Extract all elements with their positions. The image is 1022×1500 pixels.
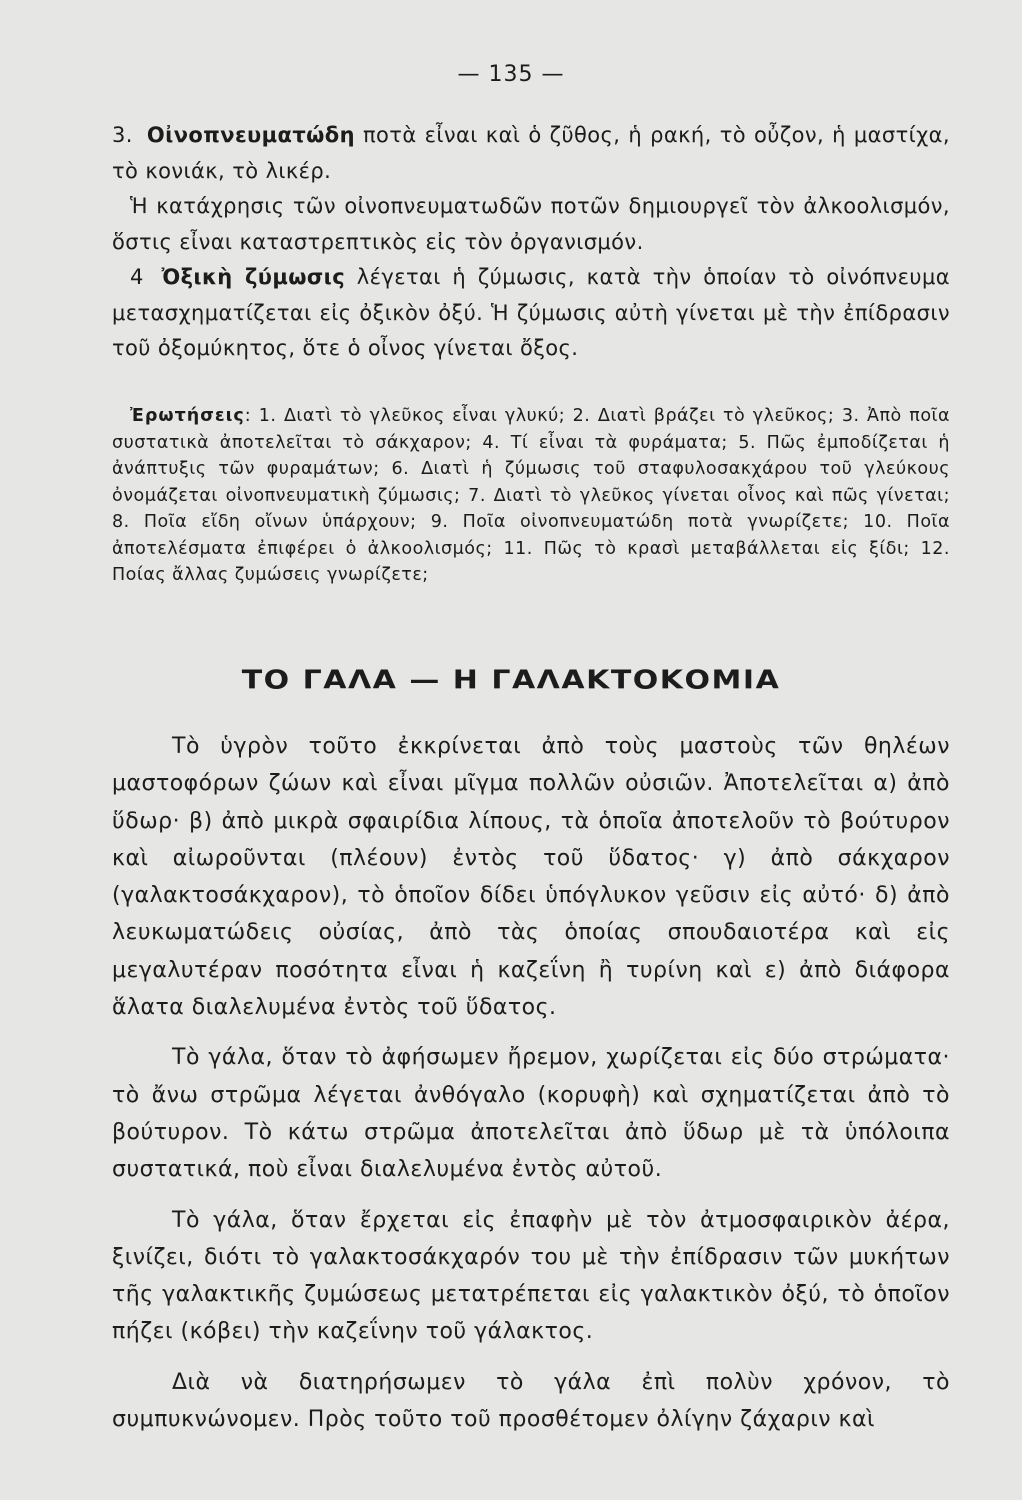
paragraph: Διὰ νὰ διατηρήσωμεν τὸ γάλα ἐπὶ πολὺν χρόνον, τὸ συμπυκνώνομεν. Πρὸς τοῦτο τοῦ προσθέτομεν ὀλίγην ζάχαριν καὶ <box>112 1369 950 1433</box>
item-text: ποτὰ εἶναι καὶ ὁ ζῦθος, ἡ ρακή, τὸ οὖζον, ἡ μαστίχα, τὸ κονιάκ, τὸ λικέρ. <box>112 123 951 183</box>
item-4 <box>112 260 950 367</box>
item-term: Οἰνοπνευματώδη <box>146 123 355 147</box>
milk-section <box>112 728 950 1438</box>
item-text: Ἡ κατάχρησις τῶν οἰνοπνευματωδῶν ποτῶν δημιουργεῖ τὸν ἀλκοολισμόν, ὅστις εἶναι καταστρεπτικὸς εἰς τὸν ὀργανισμόν. <box>112 194 950 254</box>
section-title: ΤΟ ΓΑΛΑ — Η ΓΑΛΑΚΤΟΚΟΜΙΑ <box>241 665 781 696</box>
item-text: λέγεται ἡ ζύμωσις, κατὰ τὴν ὁποίαν τὸ οἰνόπνευμα μετασχηματίζεται εἰς ὀξικὸν ὀξύ. Ἡ ζύμωσις αὐτὴ γίνεται μὲ τὴν ἐπίδρασιν τοῦ ὀξομύκητος, ὅτε ὁ οἶνος γίνεται ὄξος. <box>112 265 950 360</box>
questions-paragraph: Ἐρωτήσεις: 1. Διατὶ τὸ γλεῦκος εἶναι γλυκύ; 2. Διατὶ βράζει τὸ γλεῦκος; 3. Ἀπὸ ποῖα συστατικὰ ἀποτελεῖται τὸ σάκχαρον; 4. Τί εἶναι τὰ φυράματα; 5. Πῶς ἐμποδίζεται ἡ ἀνάπτυξις τῶν φυραμάτων; 6. Διατὶ ἡ ζύμωσις τοῦ σταφυλοσακχάρου τοῦ γλεύκους ὀνομάζεται οἰνοπνευματικὴ ζύμωσις; 7. Διατὶ τὸ γλεῦκος γίνεται οἶνος καὶ πῶς γίνεται; 8. Ποῖα εἴδη οἴνων ὑπάρχουν; 9. Ποῖα οἰνοπνευματώδη ποτὰ γνωρίζετε; 10. Ποῖα ἀποτελέσματα ἐπιφέρει ὁ ἀλκοολισμός; 11. Πῶς τὸ κρασὶ μεταβάλλεται εἰς ξίδι; 12. Ποίας ἄλλας ζυμώσεις γνωρίζετε; <box>112 406 950 585</box>
paragraph: Τὸ γάλα, ὅταν ἔρχεται εἰς ἐπαφὴν μὲ τὸν ἀτμοσφαιρικὸν ἀέρα, ξινίζει, διότι τὸ γαλακτοσάκχαρόν του μὲ τὴν ἐπίδρασιν τῶν μυκήτων τῆς γαλακτικῆς ζυμώσεως μετατρέπεται εἰς γαλακτικὸν ὀξύ, τὸ ὁποῖον πήζει (κόβει) τὴν καζεΐνην τοῦ γάλακτος. <box>112 1207 950 1345</box>
item-term: Ὀξικὴ ζύμωσις <box>161 265 346 289</box>
alcoholism-note <box>112 189 950 260</box>
item-number: 4 <box>130 265 144 289</box>
questions-text: 1. Διατὶ τὸ γλεῦκος εἶναι γλυκύ; 2. Διατὶ βράζει τὸ γλεῦκος; 3. Ἀπὸ ποῖα συστατικὰ ἀποτελεῖται τὸ σάκχαρον; 4. Τί εἶναι τὰ φυράματα; 5. Πῶς ἐμποδίζεται ἡ ἀνάπτυξις τῶν φυραμάτων; 6. Διατὶ ἡ ζύμωσις τοῦ σταφυλοσακχάρου τοῦ γλεύκους ὀνομάζεται οἰνοπνευματικὴ ζύμωσις; 7. Διατὶ τὸ γλεῦκος γίνεται οἶνος καὶ πῶς γίνεται; 8. Ποῖα εἴδη οἴνων ὑπάρχουν; 9. Ποῖα οἰνοπνευματώδη ποτὰ γνωρίζετε; 10. Ποῖα ἀποτελέσματα ἐπιφέρει ὁ ἀλκοολισμός; 11. Πῶς τὸ κρασὶ μεταβάλλεται εἰς ξίδι; 12. Ποίας ἄλλας ζυμώσεις γνωρίζετε; <box>112 406 950 585</box>
paragraph: Τὸ ὑγρὸν τοῦτο ἐκκρίνεται ἀπὸ τοὺς μαστοὺς τῶν θηλέων μαστοφόρων ζώων καὶ εἶναι μῖγμα πολλῶν οὐσιῶν. Ἀποτελεῖται α) ἀπὸ ὕδωρ· β) ἀπὸ μικρὰ σφαιρίδια λίπους, τὰ ὁποῖα ἀποτελοῦν τὸ βούτυρον καὶ αἰωροῦνται (πλέουν) ἐντὸς τοῦ ὕδατος· γ) ἀπὸ σάκχαρον (γαλακτοσάκχαρον), τὸ ὁποῖον δίδει ὑπόγλυκον γεῦσιν εἰς αὐτό· δ) ἀπὸ λευκωματώδεις οὐσίας, ἀπὸ τὰς ὁποίας σπουδαιοτέρα καὶ εἰς μεγαλυτέραν ποσότητα εἶναι ἡ καζεΐνη ἢ τυρίνη καὶ ε) ἀπὸ διάφορα ἅλατα διαλελυμένα ἐντὸς τοῦ ὕδατος. <box>112 734 950 1021</box>
page-number: — 135 — <box>457 62 565 87</box>
item-3 <box>112 118 950 189</box>
questions-heading: Ἐρωτήσεις <box>130 406 245 426</box>
paragraph: Τὸ γάλα, ὅταν τὸ ἀφήσωμεν ἤρεμον, χωρίζεται εἰς δύο στρώματα· τὸ ἄνω στρῶμα λέγεται ἀνθόγαλο (κορυφὴ) καὶ σχηματίζεται ἀπὸ τὸ βούτυρον. Τὸ κάτω στρῶμα ἀποτελεῖται ἀπὸ ὕδωρ μὲ τὰ ὑπόλοιπα συστατικά, ποὺ εἶναι διαλελυμένα ἐντὸς αὐτοῦ. <box>112 1045 950 1183</box>
item-number: 3. <box>112 123 133 147</box>
numbered-items <box>112 118 950 367</box>
questions-block <box>112 403 950 589</box>
